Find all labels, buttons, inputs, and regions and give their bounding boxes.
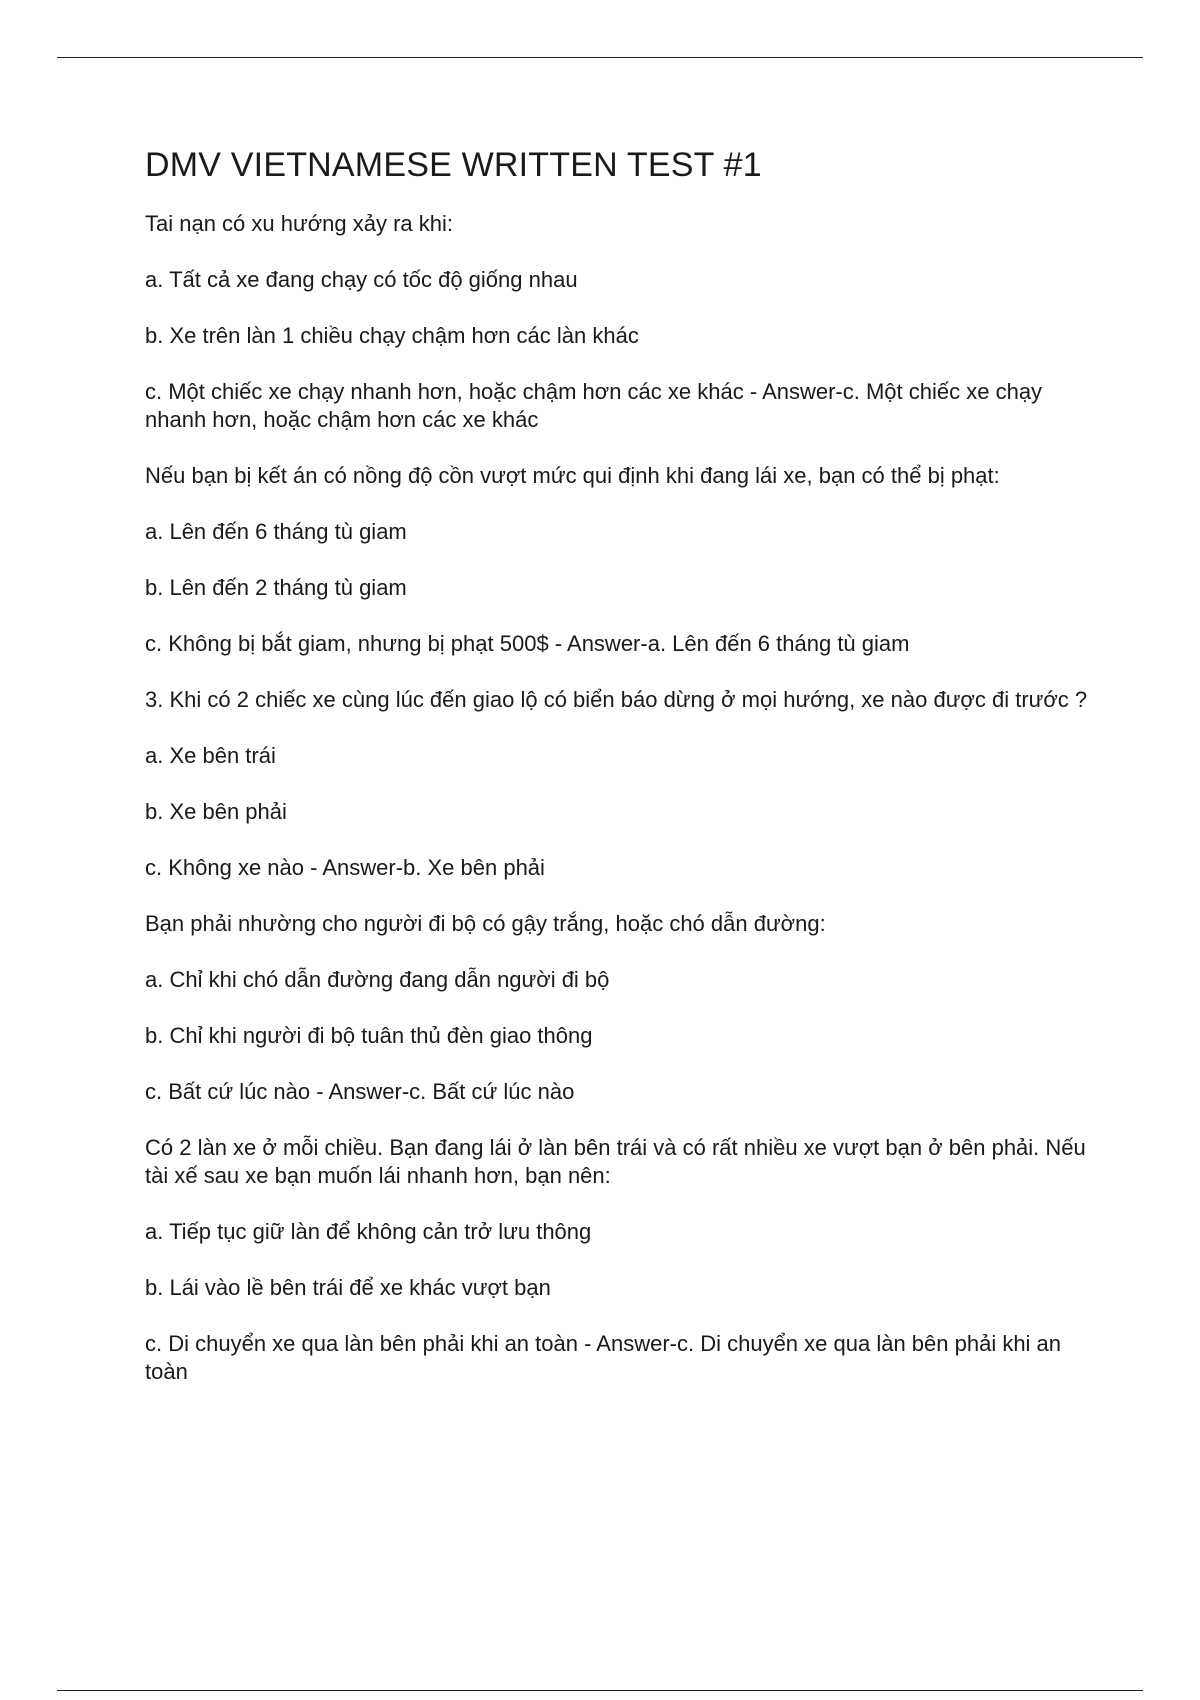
bottom-divider — [57, 1690, 1143, 1691]
question-5-option-b: b. Lái vào lề bên trái để xe khác vượt bạn — [145, 1275, 551, 1300]
question-2-prompt: Nếu bạn bị kết án có nồng độ cồn vượt mức qui định khi đang lái xe, bạn có thể bị phạt: — [145, 463, 1000, 488]
question-2-option-b: b. Lên đến 2 tháng tù giam — [145, 575, 407, 600]
question-5-prompt: Có 2 làn xe ở mỗi chiều. Bạn đang lái ở làn bên trái và có rất nhiều xe vượt bạn ở bên phải. Nếu tài xế sau xe bạn muốn lái nhanh hơn, bạn nên: — [145, 1135, 1086, 1188]
question-3-option-a: a. Xe bên trái — [145, 743, 276, 768]
question-3-option-b: b. Xe bên phải — [145, 799, 287, 824]
question-5-option-a: a. Tiếp tục giữ làn để không cản trở lưu thông — [145, 1219, 592, 1244]
question-4-option-c-answer: c. Bất cứ lúc nào - Answer-c. Bất cứ lúc nào — [145, 1079, 575, 1104]
question-1-option-a: a. Tất cả xe đang chạy có tốc độ giống nhau — [145, 267, 578, 292]
top-divider — [57, 57, 1143, 58]
question-5-option-c-answer: c. Di chuyển xe qua làn bên phải khi an toàn - Answer-c. Di chuyển xe qua làn bên phải khi an toàn — [145, 1331, 1062, 1384]
document-title: DMV VIETNAMESE WRITTEN TEST #1 — [145, 146, 762, 184]
question-2-option-c-answer: c. Không bị bắt giam, nhưng bị phạt 500$ - Answer-a. Lên đến 6 tháng tù giam — [145, 631, 910, 656]
question-4-option-b: b. Chỉ khi người đi bộ tuân thủ đèn giao thông — [145, 1023, 593, 1048]
question-3-option-c-answer: c. Không xe nào - Answer-b. Xe bên phải — [145, 855, 545, 880]
question-1-option-b: b. Xe trên làn 1 chiều chạy chậm hơn các làn khác — [145, 323, 639, 348]
question-1-prompt: Tai nạn có xu hướng xảy ra khi: — [145, 211, 453, 236]
document-body — [145, 140, 1090, 1414]
question-2-option-a: a. Lên đến 6 tháng tù giam — [145, 519, 407, 544]
question-4-prompt: Bạn phải nhường cho người đi bộ có gậy trắng, hoặc chó dẫn đường: — [145, 911, 826, 936]
question-4-option-a: a. Chỉ khi chó dẫn đường đang dẫn người đi bộ — [145, 967, 610, 992]
question-3-prompt: 3. Khi có 2 chiếc xe cùng lúc đến giao lộ có biển báo dừng ở mọi hướng, xe nào được đi trước ? — [145, 687, 1088, 712]
question-1-option-c-answer: c. Một chiếc xe chạy nhanh hơn, hoặc chậm hơn các xe khác - Answer-c. Một chiếc xe chạy nhanh hơn, hoặc chậm hơn các xe khác — [145, 379, 1043, 432]
